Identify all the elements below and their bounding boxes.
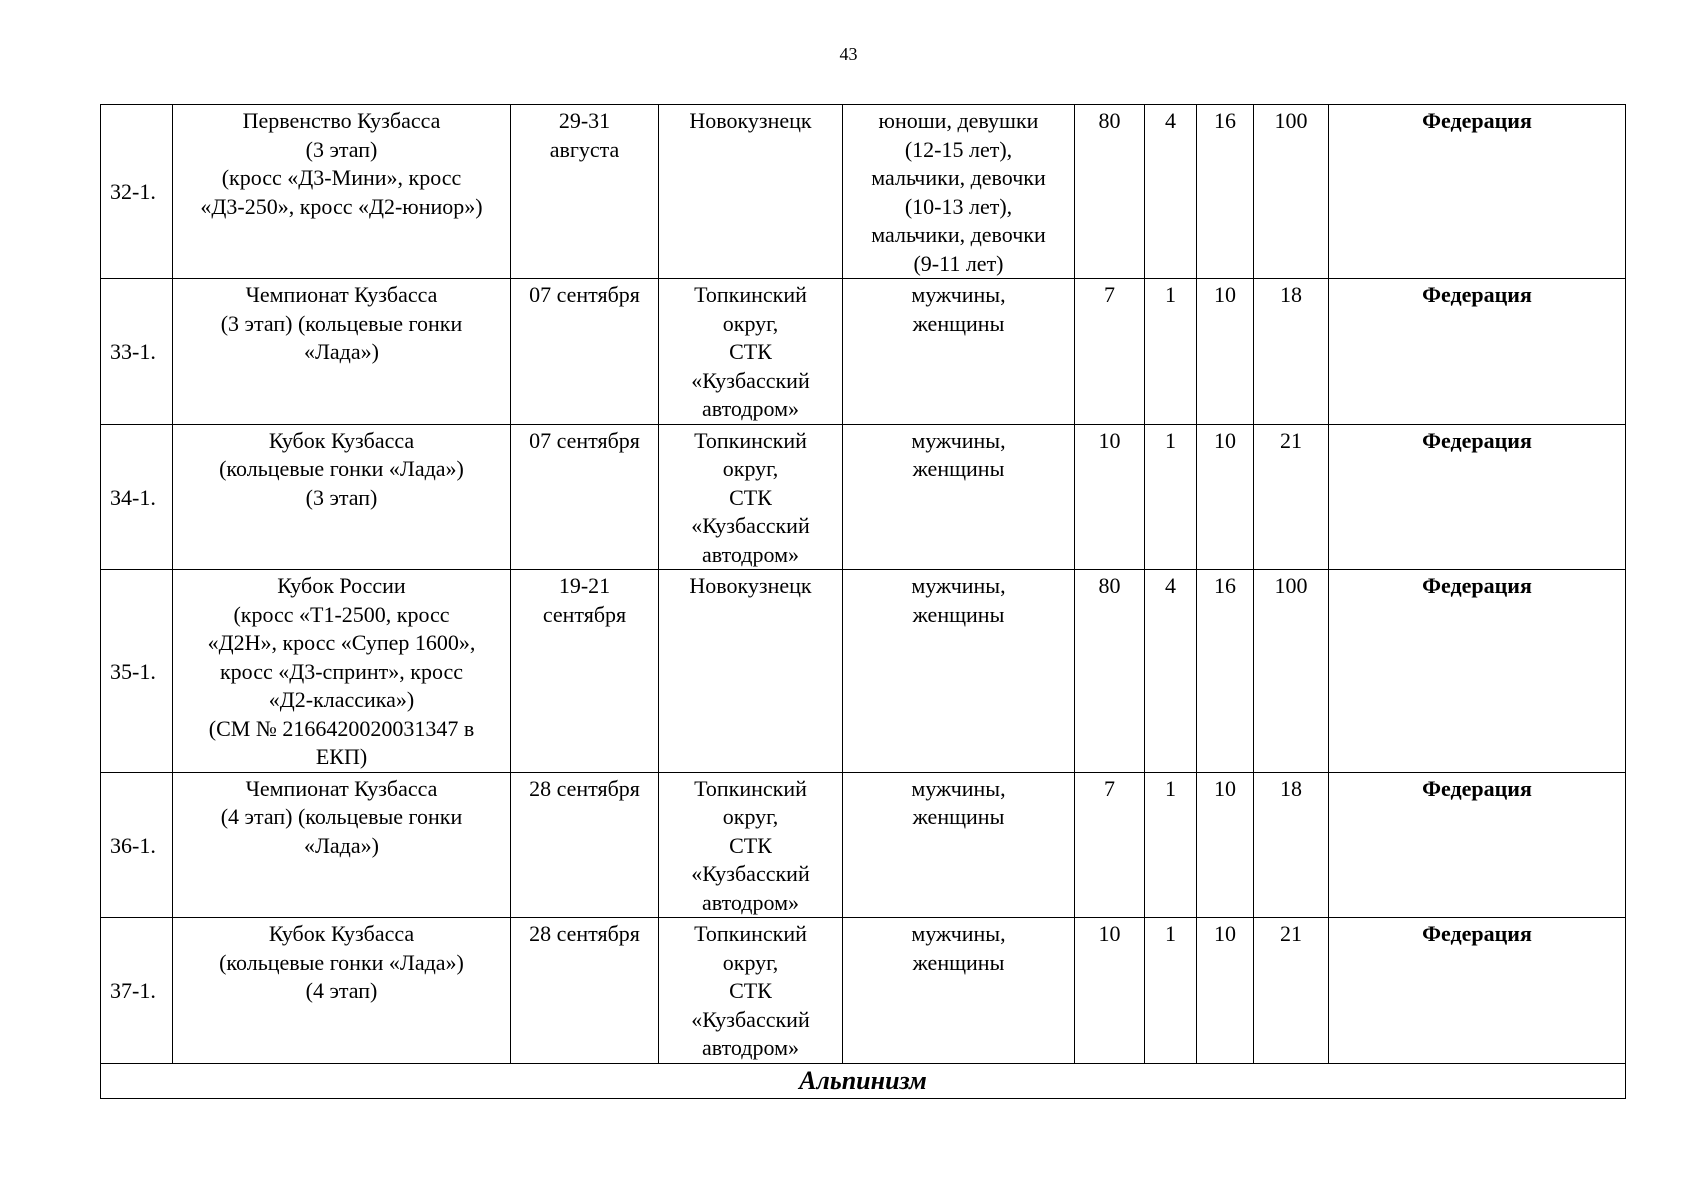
dates-cell xyxy=(511,570,659,773)
value-1-cell: 10 xyxy=(1075,424,1145,570)
row-number xyxy=(101,570,173,773)
participants-cell xyxy=(843,772,1075,918)
place-line: Топкинский xyxy=(694,775,807,801)
place-cell xyxy=(659,279,843,425)
value-2-cell: 1 xyxy=(1145,772,1197,918)
place-line: автодром» xyxy=(702,396,799,421)
event-name-cell xyxy=(173,570,511,773)
value-2-cell: 1 xyxy=(1145,918,1197,1064)
dates-line: 07 сентября xyxy=(529,282,640,307)
value-3-cell: 10 xyxy=(1197,424,1254,570)
place-line: СТК xyxy=(729,832,772,858)
value-4-cell: 21 xyxy=(1254,918,1329,1064)
event-name-cell xyxy=(173,772,511,918)
event-name-cell xyxy=(173,279,511,425)
organizer-cell: Федерация xyxy=(1329,105,1626,279)
participants-cell xyxy=(843,918,1075,1064)
event-name-line: Кубок России xyxy=(277,573,406,598)
table-row xyxy=(101,772,1626,918)
event-name-line: Кубок Кузбасса xyxy=(268,921,415,946)
event-name-line: (4 этап) xyxy=(305,978,378,1003)
row-number-text: 37-1. xyxy=(110,978,156,1003)
value-4-cell: 21 xyxy=(1254,424,1329,570)
value-4-cell: 18 xyxy=(1254,279,1329,425)
value-4-cell: 100 xyxy=(1254,570,1329,773)
participants-line: мужчины, xyxy=(911,921,1006,946)
value-3-cell: 16 xyxy=(1197,105,1254,279)
dates-cell xyxy=(511,918,659,1064)
table-row xyxy=(101,570,1626,773)
value-4-cell: 18 xyxy=(1254,772,1329,918)
event-name-cell xyxy=(173,918,511,1064)
event-name-cell xyxy=(173,424,511,570)
section-title: Альпинизм xyxy=(101,1063,1626,1098)
event-name-line: Чемпионат Кузбасса xyxy=(245,282,438,307)
place-line: округ, xyxy=(722,310,779,336)
organizer-cell: Федерация xyxy=(1329,424,1626,570)
row-number-text: 32-1. xyxy=(110,179,156,205)
row-number xyxy=(101,918,173,1064)
participants-line: женщины xyxy=(912,601,1005,627)
section-header-row xyxy=(101,1063,1626,1098)
dates-line: 07 сентября xyxy=(529,427,640,453)
place-line: Топкинский xyxy=(694,921,807,946)
event-name-line: Кубок Кузбасса xyxy=(268,427,415,453)
events-table-body xyxy=(101,105,1626,1099)
place-line: автодром» xyxy=(702,541,799,567)
place-line: автодром» xyxy=(702,889,799,915)
table-row xyxy=(101,279,1626,425)
participants-line: женщины xyxy=(912,949,1005,975)
place-line: «Кузбасский xyxy=(691,861,810,886)
row-number-text: 34-1. xyxy=(110,484,156,510)
value-3-cell: 10 xyxy=(1197,279,1254,425)
place-line: округ, xyxy=(722,456,779,481)
dates-line: 28 сентября xyxy=(529,775,640,801)
event-name-line: ЕКП) xyxy=(315,744,368,769)
value-3-cell: 10 xyxy=(1197,918,1254,1064)
place-line: «Кузбасский xyxy=(691,1006,810,1032)
value-1-cell: 10 xyxy=(1075,918,1145,1064)
place-line: «Кузбасский xyxy=(691,367,810,393)
row-number-text: 35-1. xyxy=(110,658,156,684)
organizer-cell: Федерация xyxy=(1329,918,1626,1064)
event-name-line: кросс «Д3-спринт», кросс xyxy=(219,658,464,684)
table-row xyxy=(101,918,1626,1064)
event-name-line: Первенство Кузбасса xyxy=(242,108,441,133)
dates-cell xyxy=(511,772,659,918)
value-2-cell: 4 xyxy=(1145,105,1197,279)
place-line: «Кузбасский xyxy=(691,513,810,538)
value-2-cell: 4 xyxy=(1145,570,1197,773)
place-line: СТК xyxy=(729,978,772,1003)
participants-cell xyxy=(843,570,1075,773)
place-line: СТК xyxy=(729,484,772,510)
dates-cell xyxy=(511,105,659,279)
value-3-cell: 10 xyxy=(1197,772,1254,918)
place-line: Топкинский xyxy=(694,282,807,307)
dates-line: 19-21 xyxy=(558,573,611,598)
row-number-text: 36-1. xyxy=(110,832,156,858)
table-row xyxy=(101,105,1626,279)
event-name-line: «Д2Н», кросс «Супер 1600», xyxy=(207,630,476,655)
participants-line: женщины xyxy=(912,456,1005,481)
place-cell xyxy=(659,918,843,1064)
event-name-line: (3 этап) (кольцевые гонки xyxy=(220,310,463,336)
event-name-cell xyxy=(173,105,511,279)
dates-line: сентября xyxy=(542,601,627,627)
organizer-cell: Федерация xyxy=(1329,570,1626,773)
place-line: округ, xyxy=(722,949,779,975)
event-name-line: Чемпионат Кузбасса xyxy=(245,775,438,801)
value-3-cell: 16 xyxy=(1197,570,1254,773)
participants-line: (10-13 лет), xyxy=(904,193,1013,219)
place-line: округ, xyxy=(722,804,779,829)
event-name-line: (кросс «Т1-2500, кросс xyxy=(233,601,450,627)
events-table xyxy=(100,104,1626,1099)
row-number xyxy=(101,772,173,918)
organizer-cell: Федерация xyxy=(1329,279,1626,425)
event-name-line: (кольцевые гонки «Лада») xyxy=(219,456,464,481)
value-1-cell: 80 xyxy=(1075,105,1145,279)
page-number: 43 xyxy=(839,44,858,64)
place-line: Новокузнецк xyxy=(689,108,812,133)
participants-line: мужчины, xyxy=(911,427,1006,453)
place-line: СТК xyxy=(729,339,772,364)
value-1-cell: 7 xyxy=(1075,772,1145,918)
table-row xyxy=(101,424,1626,570)
value-1-cell: 80 xyxy=(1075,570,1145,773)
row-number-text: 33-1. xyxy=(110,339,156,364)
dates-line: 29-31 xyxy=(558,108,611,133)
value-1-cell: 7 xyxy=(1075,279,1145,425)
place-cell xyxy=(659,772,843,918)
event-name-line: «Д2-классика») xyxy=(268,687,415,712)
event-name-line: «Д3-250», кросс «Д2-юниор») xyxy=(200,193,483,219)
value-2-cell: 1 xyxy=(1145,424,1197,570)
place-cell xyxy=(659,570,843,773)
participants-line: женщины xyxy=(912,310,1005,336)
place-line: Новокузнецк xyxy=(689,573,812,598)
event-name-line: (кольцевые гонки «Лада») xyxy=(219,949,464,975)
participants-line: юноши, девушки xyxy=(878,108,1039,133)
participants-cell xyxy=(843,105,1075,279)
participants-line: мальчики, девочки xyxy=(871,222,1046,247)
dates-cell xyxy=(511,279,659,425)
event-name-line: (кросс «Д3-Мини», кросс xyxy=(221,165,462,190)
participants-line: мужчины, xyxy=(911,775,1006,801)
event-name-line: (3 этап) xyxy=(305,136,378,162)
participants-line: мужчины, xyxy=(911,282,1006,307)
place-line: автодром» xyxy=(702,1035,799,1060)
participants-line: мальчики, девочки xyxy=(871,165,1046,190)
event-name-line: (4 этап) (кольцевые гонки xyxy=(220,804,463,829)
participants-line: (12-15 лет), xyxy=(904,136,1013,162)
row-number xyxy=(101,424,173,570)
row-number xyxy=(101,279,173,425)
value-4-cell: 100 xyxy=(1254,105,1329,279)
dates-cell xyxy=(511,424,659,570)
place-line: Топкинский xyxy=(694,427,807,453)
dates-line: 28 сентября xyxy=(529,921,640,946)
event-name-line: (СМ № 2166420020031347 в xyxy=(208,715,475,741)
event-name-line: (3 этап) xyxy=(305,484,378,510)
row-number xyxy=(101,105,173,279)
participants-line: мужчины, xyxy=(911,573,1006,598)
place-cell xyxy=(659,105,843,279)
participants-line: женщины xyxy=(912,804,1005,829)
dates-line: августа xyxy=(549,136,620,162)
participants-cell xyxy=(843,424,1075,570)
participants-cell xyxy=(843,279,1075,425)
event-name-line: «Лада») xyxy=(304,832,379,858)
event-name-line: «Лада») xyxy=(304,339,379,364)
participants-line: (9-11 лет) xyxy=(913,250,1004,276)
value-2-cell: 1 xyxy=(1145,279,1197,425)
organizer-cell: Федерация xyxy=(1329,772,1626,918)
place-cell xyxy=(659,424,843,570)
